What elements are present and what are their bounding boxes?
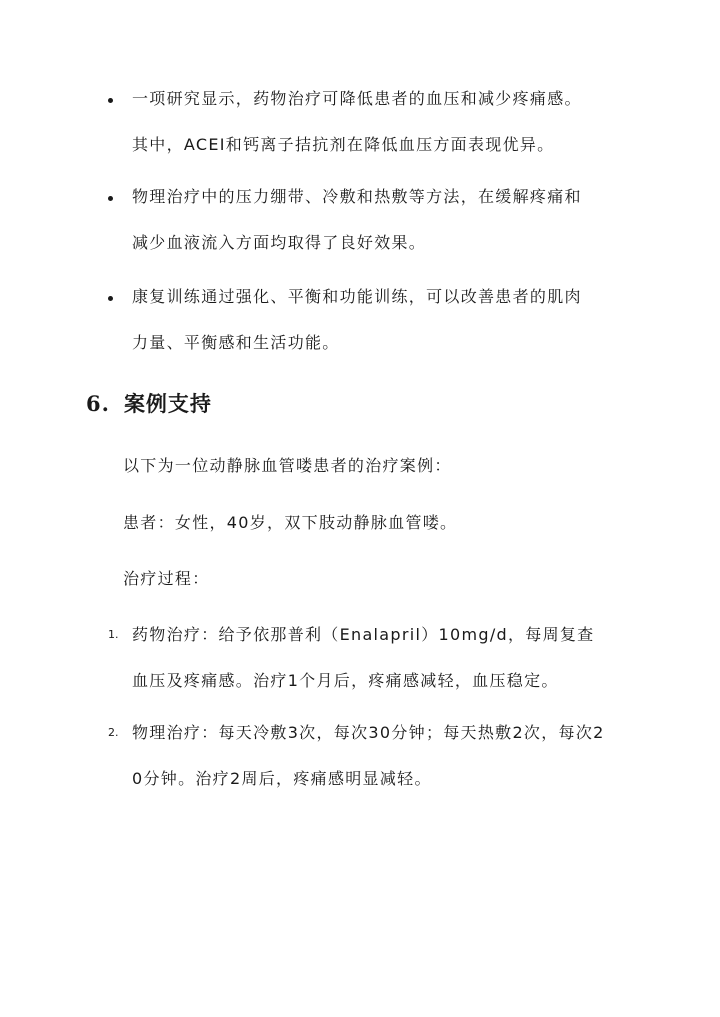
process-label: 治疗过程： [123, 569, 210, 588]
step-marker: 2. [108, 726, 119, 739]
section-number: 6. [86, 391, 110, 416]
intro-paragraph: 以下为一位动静脉血管喽患者的治疗案例： [123, 456, 452, 475]
step-text-line: 药物治疗：给予依那普利（Enalapril）10mg/d，每周复查 [132, 625, 595, 644]
step-text-line: 物理治疗：每天冷敷3次，每次30分钟；每天热敷2次，每次2 [132, 723, 605, 742]
bullet-text-line: 力量、平衡感和生活功能。 [132, 333, 340, 352]
section-heading [86, 388, 212, 418]
bullet-text-line: 减少血液流入方面均取得了良好效果。 [132, 233, 427, 252]
bullet-text-line: 其中，ACEI和钙离子拮抗剂在降低血压方面表现优异。 [132, 135, 555, 154]
bullet-dot-icon [108, 296, 113, 301]
patient-paragraph: 患者：女性，40岁，双下肢动静脉血管喽。 [123, 513, 458, 532]
bullet-text-line: 一项研究显示，药物治疗可降低患者的血压和减少疼痛感。 [132, 89, 582, 108]
bullet-dot-icon [108, 196, 113, 201]
step-text-line: 血压及疼痛感。治疗1个月后，疼痛感减轻，血压稳定。 [132, 671, 559, 690]
step-text-line: 0分钟。治疗2周后，疼痛感明显减轻。 [132, 769, 432, 788]
step-marker: 1. [108, 628, 119, 641]
section-title: 案例支持 [123, 391, 212, 416]
bullet-text-line: 康复训练通过强化、平衡和功能训练，可以改善患者的肌肉 [132, 287, 582, 306]
bullet-dot-icon [108, 98, 113, 103]
bullet-text-line: 物理治疗中的压力绷带、冷敷和热敷等方法，在缓解疼痛和 [132, 187, 582, 206]
